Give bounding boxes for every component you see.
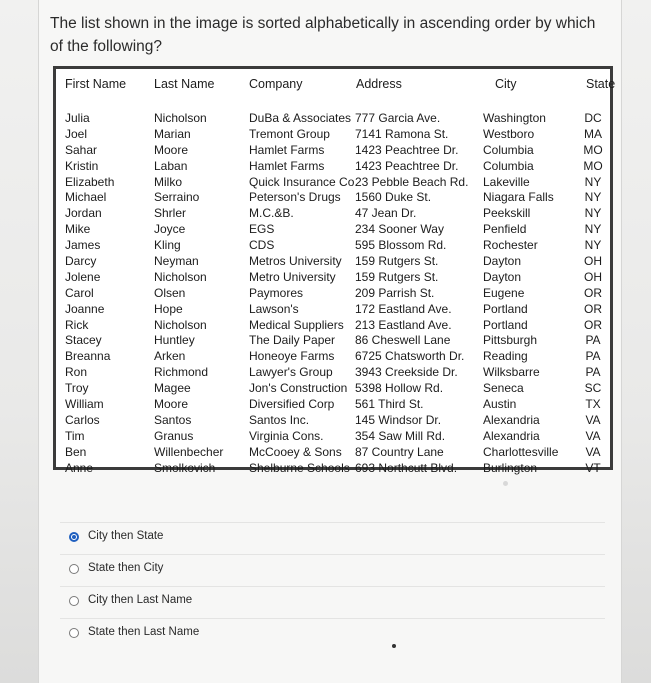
table-cell: Serraino — [154, 190, 200, 205]
table-cell: Penfield — [483, 222, 527, 237]
table-cell: Washington — [483, 111, 546, 125]
table-cell: Lawson's — [249, 301, 299, 316]
table-cell: The Daily Paper — [249, 333, 336, 348]
table-cell: VA — [585, 412, 601, 427]
table-cell: Carol — [65, 285, 94, 300]
table-cell: Metros University — [249, 254, 342, 269]
table-cell: 693 Northcutt Blvd. — [355, 460, 458, 475]
table-cell: Olsen — [154, 285, 186, 300]
table-cell: Moore — [154, 142, 189, 157]
header-first-name: First Name — [65, 77, 127, 91]
table-cell: Shrler — [154, 206, 187, 221]
table-cell: 1423 Peachtree Dr. — [355, 158, 459, 173]
table-cell: VT — [585, 460, 601, 475]
table-image — [53, 66, 616, 475]
table-cell: Tim — [65, 428, 85, 443]
table-cell: Shelburne Schools — [249, 460, 350, 475]
table-cell: Columbia — [483, 158, 534, 173]
option-state-then-last-name[interactable] — [60, 618, 605, 649]
table-cell: Milko — [154, 174, 183, 189]
table-cell: Troy — [65, 381, 89, 396]
radio-icon[interactable] — [69, 596, 79, 606]
table-cell: Diversified Corp — [249, 397, 335, 412]
table-cell: 6725 Chatsworth Dr. — [355, 349, 465, 364]
table-cell: Santos Inc. — [249, 412, 310, 427]
table-cell: Medical Suppliers — [249, 317, 344, 332]
option-state-then-city[interactable] — [60, 554, 605, 585]
table-cell: Columbia — [483, 142, 534, 157]
table-cell: 86 Cheswell Lane — [355, 333, 451, 348]
table-cell: Niagara Falls — [483, 190, 554, 205]
option-label: State then City — [88, 562, 164, 574]
table-cell: Ben — [65, 444, 87, 459]
table-cell: 234 Sooner Way — [355, 222, 444, 237]
table-cell: Portland — [483, 317, 528, 332]
radio-icon[interactable] — [69, 532, 79, 542]
table-cell: Stacey — [65, 333, 102, 348]
table-cell: Carlos — [65, 412, 100, 427]
table-cell: Marian — [154, 126, 191, 141]
table-cell: Richmond — [154, 365, 209, 380]
table-cell: Paymores — [249, 285, 304, 300]
table-cell: NY — [584, 174, 602, 189]
table-cell: Hope — [154, 301, 183, 316]
table-cell: Burlington — [483, 460, 538, 475]
table-cell: Charlottesville — [483, 444, 559, 459]
table-cell: Jon's Construction — [249, 381, 348, 396]
table-cell: OH — [584, 254, 602, 269]
table-cell: PA — [585, 365, 601, 380]
table-cell: Joel — [65, 126, 88, 141]
table-cell: Jolene — [65, 269, 101, 284]
table-cell: Joyce — [154, 222, 186, 237]
table-cell: Lakeville — [483, 174, 530, 189]
table-cell: NY — [584, 190, 602, 205]
table-cell: OR — [584, 301, 602, 316]
header-company: Company — [249, 77, 303, 91]
table-cell: Honeoye Farms — [249, 349, 335, 364]
table-cell: MO — [583, 142, 603, 157]
column-last-name — [154, 111, 223, 476]
table-cell: TX — [585, 397, 601, 412]
table-cell: 47 Jean Dr. — [355, 206, 417, 221]
table-cell: MO — [583, 158, 603, 173]
table-cell: Joanne — [65, 301, 105, 316]
option-city-then-state[interactable] — [60, 522, 605, 553]
table-cell: Smolkovich — [154, 460, 216, 475]
header-state: State — [586, 77, 616, 91]
table-cell: Portland — [483, 301, 528, 316]
header-last-name: Last Name — [154, 77, 215, 91]
table-cell: McCooey & Sons — [249, 444, 342, 459]
table-cell: Arken — [154, 349, 186, 364]
table-cell: James — [65, 238, 101, 253]
table-cell: Alexandria — [483, 412, 540, 427]
table-cell: Nicholson — [154, 111, 207, 125]
table-cell: Peterson's Drugs — [249, 190, 341, 205]
table-cell: 3943 Creekside Dr. — [355, 365, 458, 380]
table-cell: Sahar — [65, 142, 98, 157]
table-cell: NY — [584, 222, 602, 237]
table-cell: 145 Windsor Dr. — [355, 412, 442, 427]
table-cell: SC — [584, 381, 602, 396]
header-address: Address — [356, 77, 402, 91]
table-cell: Peekskill — [483, 206, 531, 221]
table-cell: 354 Saw Mill Rd. — [355, 428, 446, 443]
table-cell: Hamlet Farms — [249, 142, 325, 157]
table-cell: Michael — [65, 190, 107, 205]
option-label: State then Last Name — [88, 626, 200, 638]
table-cell: PA — [585, 349, 601, 364]
table-cell: 595 Blossom Rd. — [355, 238, 447, 253]
table-cell: Ron — [65, 365, 88, 380]
table-cell: 172 Eastland Ave. — [355, 301, 452, 316]
table-cell: Westboro — [483, 126, 535, 141]
table-cell: Rochester — [483, 238, 538, 253]
table-cell: 23 Pebble Beach Rd. — [355, 174, 469, 189]
radio-icon[interactable] — [69, 564, 79, 574]
table-cell: 1423 Peachtree Dr. — [355, 142, 459, 157]
table-cell: 213 Eastland Ave. — [355, 317, 452, 332]
column-company — [249, 111, 358, 476]
table-cell: Elizabeth — [65, 174, 115, 189]
table-cell: Neyman — [154, 254, 199, 269]
table-cell: 87 Country Lane — [355, 444, 444, 459]
table-cell: CDS — [249, 238, 275, 253]
table-cell: Moore — [154, 397, 189, 412]
table-cell: 159 Rutgers St. — [355, 254, 439, 269]
table-cell: Hamlet Farms — [249, 158, 325, 173]
table-cell: PA — [585, 333, 601, 348]
header-city: City — [495, 77, 517, 91]
column-address — [355, 111, 468, 476]
column-first-name — [65, 111, 114, 476]
table-cell: Alexandria — [483, 428, 540, 443]
table-cell: Metro University — [249, 269, 336, 284]
table-cell: OR — [584, 285, 602, 300]
table-cell: Willenbecher — [154, 444, 224, 459]
table-cell: OH — [584, 269, 602, 284]
table-cell: 209 Parrish St. — [355, 285, 435, 300]
table-cell: Reading — [483, 349, 528, 364]
table-cell: OR — [584, 317, 602, 332]
table-cell: MA — [584, 126, 602, 141]
table-cell: Anne — [65, 460, 94, 475]
table-cell: Nicholson — [154, 317, 207, 332]
table-cell: Mike — [65, 222, 91, 237]
table-cell: Laban — [154, 158, 188, 173]
table-cell: NY — [584, 206, 602, 221]
table-cell: Virginia Cons. — [249, 428, 324, 443]
table-cell: 777 Garcia Ave. — [355, 111, 441, 125]
table-cell: Granus — [154, 428, 194, 443]
question-text: The list shown in the image is sorted alphabetically in ascending order by which of the following? — [50, 15, 596, 55]
table-cell: DuBa & Associates — [249, 111, 352, 125]
table-cell: Dayton — [483, 269, 522, 284]
table-cell: Quick Insurance Co. — [249, 174, 358, 189]
table-cell: 5398 Hollow Rd. — [355, 381, 444, 396]
table-cell: William — [65, 397, 104, 412]
table-cell: 159 Rutgers St. — [355, 269, 439, 284]
option-label: City then State — [88, 530, 164, 542]
table-cell: Eugene — [483, 285, 525, 300]
table-cell: Breanna — [65, 349, 111, 364]
table-cell: 561 Third St. — [355, 397, 424, 412]
table-cell: 7141 Ramona St. — [355, 126, 449, 141]
radio-icon[interactable] — [69, 628, 79, 638]
table-cell: NY — [584, 238, 602, 253]
table-cell: M.C.&B. — [249, 206, 294, 221]
table-cell: Pittsburgh — [483, 333, 538, 348]
column-state — [578, 111, 608, 476]
option-label: City then Last Name — [88, 594, 193, 606]
table-cell: Wilksbarre — [483, 365, 540, 380]
table-cell: VA — [585, 428, 601, 443]
table-cell: Kling — [154, 238, 181, 253]
table-cell: Magee — [154, 381, 191, 396]
table-cell: Seneca — [483, 381, 524, 396]
table-cell: Darcy — [65, 254, 97, 269]
table-cell: Austin — [483, 397, 517, 412]
column-city — [483, 111, 558, 476]
table-cell: DC — [584, 111, 602, 125]
table-cell: Jordan — [65, 206, 102, 221]
decorative-dot — [392, 644, 396, 648]
table-cell: Kristin — [65, 158, 99, 173]
table-cell: VA — [585, 444, 601, 459]
option-city-then-last-name[interactable] — [60, 586, 605, 617]
table-cell: 1560 Duke St. — [355, 190, 432, 205]
table-cell: Rick — [65, 317, 89, 332]
table-cell: Santos — [154, 412, 192, 427]
table-cell: Nicholson — [154, 269, 207, 284]
table-cell: Huntley — [154, 333, 195, 348]
table-cell: Dayton — [483, 254, 522, 269]
table-cell: Julia — [65, 111, 90, 125]
table-cell: EGS — [249, 222, 275, 237]
table-cell: Lawyer's Group — [249, 365, 333, 380]
image-artifact-dot — [503, 481, 508, 486]
table-cell: Tremont Group — [249, 126, 330, 141]
